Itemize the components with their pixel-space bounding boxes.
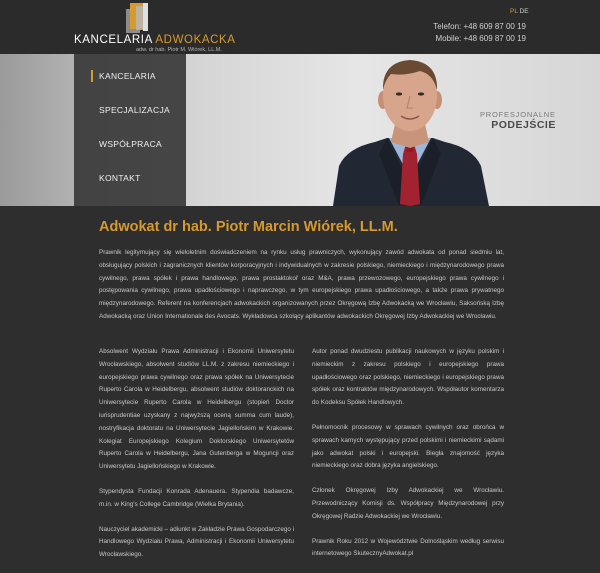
logo-title-part2: ADWOKACKA [155,34,236,46]
education-paragraph: Absolwent Wydziału Prawa Administracji i Ekonomii Uniwersytetu Wrocławskiego, absolwent studiów LL.M. z zakresu niemieckiego i europejskiego prawa cywilnego oraz prawa spółek na Uniwersytecie Ruperto Carola w Heidelbergu, absolwent studiów doktoranckich na Uniwersytecie Ruperto Carola w Heidelbergu (stopień Doctor iurisprudentiae uzyskany z najwyższą oceną summa cum laude), nostryfikacja doktoratu na Uniwersytecie Jagiellońskim w Krakowie. Kolegiat Europejskiego Kolegium Doktorskiego Uniwersytetów Ruperto Carola w Heidelbergu, Jana Gutenberga w Moguncji oraz Uniwersytetu Jagiellońskiego w Krakowie. [99,348,294,471]
intro-paragraph: Prawnik legitymujący się wieloletnim doświadczeniem na rynku usług prawniczych, wykonujący zawód adwokata od ponad siedmiu lat, obsługujący polskich i zagranicznych klientów korporacyjnych i indywidualnych w zakresie polskiego, niemieckiego i międzynarodowego prawa cywilnego, prawa spółek i prawa handlowego, prawa prostaktokoř oraz M&A, prawa przewozowego, europejskiego prawa cywilnego i postępowania cywilnego, prawa upadłościowego i naprawczego, w tym europejskiego prawa upadłościowego, a także prawa prywatnego międzynarodowego. Referent na konferencjach adwokackich organizowanych przez Okręgową Izbę Adwokacką we Wrocławiu, Saksońską Izbę Adwokacką oraz Union Internationale des Avocats. Wykładowca szkolący aplikantów adwokackich Okręgowej Izby Adwokackiej we Wrocławiu. [99,249,504,320]
content-column-left [99,346,294,562]
hero-caption-big: PODEJŚCIE [491,119,556,131]
publications-paragraph: Autor ponad dwudziestu publikacji naukowych w języku polskim i niemieckim z zakresu polskiego i europejskiego prawa upadłościowego oraz polskiego, niemieckiego i europejskiego prawa spółek oraz kontraktów międzynarodowych. Współautor komentarza do Kodeksu Spółek Handlowych. [312,348,504,407]
language-switcher [510,8,529,15]
nav-item-kancelaria[interactable] [74,64,186,88]
logo-title-part1: KANCELARIA [74,34,153,46]
nav-item-label: KANCELARIA [99,71,156,81]
page-title: Adwokat dr hab. Piotr Marcin Wiórek, LL.M. [99,219,398,235]
contact-info [433,21,526,45]
nav-item-specjalizacja[interactable] [74,98,186,122]
award-paragraph: Prawnik Roku 2012 w Województwie Dolnośląskim według serwisu internetowego SkutecznyAdwokat.pl [312,537,504,558]
lawyer-portrait-image [325,54,495,206]
nav-item-label: KONTAKT [99,173,141,183]
scholarship-paragraph: Stypendysta Fundacji Konrada Adenauera. Stypendia badawcze, m.in. w King's College Cambridge (Wielka Brytania). [99,487,294,508]
logo-subtitle: adw. dr hab. Piotr M. Wiórek, LL.M. [136,47,222,53]
nav-item-label: SPECJALIZACJA [99,105,170,115]
main-content [0,206,600,560]
main-navigation [74,54,186,206]
hero-caption-small: PROFESJONALNE [480,110,556,119]
content-column-right [312,346,504,573]
mobile-number: Mobile: +48 609 87 00 19 [435,34,526,43]
active-nav-marker [91,70,93,82]
site-header [0,0,600,54]
logo-title [74,34,236,46]
hero-banner [0,54,600,206]
hero-caption [480,110,556,131]
membership-paragraph: Członek Okręgowej Izby Adwokackiej we Wrocławiu. Przewodniczący Komisji ds. Współpracy Międzynarodowej przy Okręgowej Radzie Adwokackiej we Wrocławiu. [312,487,504,520]
academic-paragraph: Nauczyciel akademicki – adiunkt w Zakładzie Prawa Gospodarczego i Handlowego Wydziału Prawa, Administracji i Ekonomii Uniwersytetu Wrocławskiego. [99,525,294,559]
phone-number: Telefon: +48 609 87 00 19 [433,22,526,31]
nav-item-wspolpraca[interactable] [74,132,186,156]
litigation-paragraph: Pełnomocnik procesowy w sprawach cywilnych oraz obrońca w sprawach karnych występujący przed polskimi i niemieckimi sądami jako adwokat polski i europejski. Biegła znajomość języka niemieckiego oraz dobra języka angielskiego. [312,423,504,470]
lang-de-link[interactable]: DE [519,8,529,15]
nav-item-label: WSPÓŁPRACA [99,139,162,149]
site-logo[interactable] [74,3,236,53]
logo-mark-icon [126,3,156,33]
lang-pl-link[interactable]: PL [510,8,518,15]
nav-item-kontakt[interactable] [74,166,186,190]
